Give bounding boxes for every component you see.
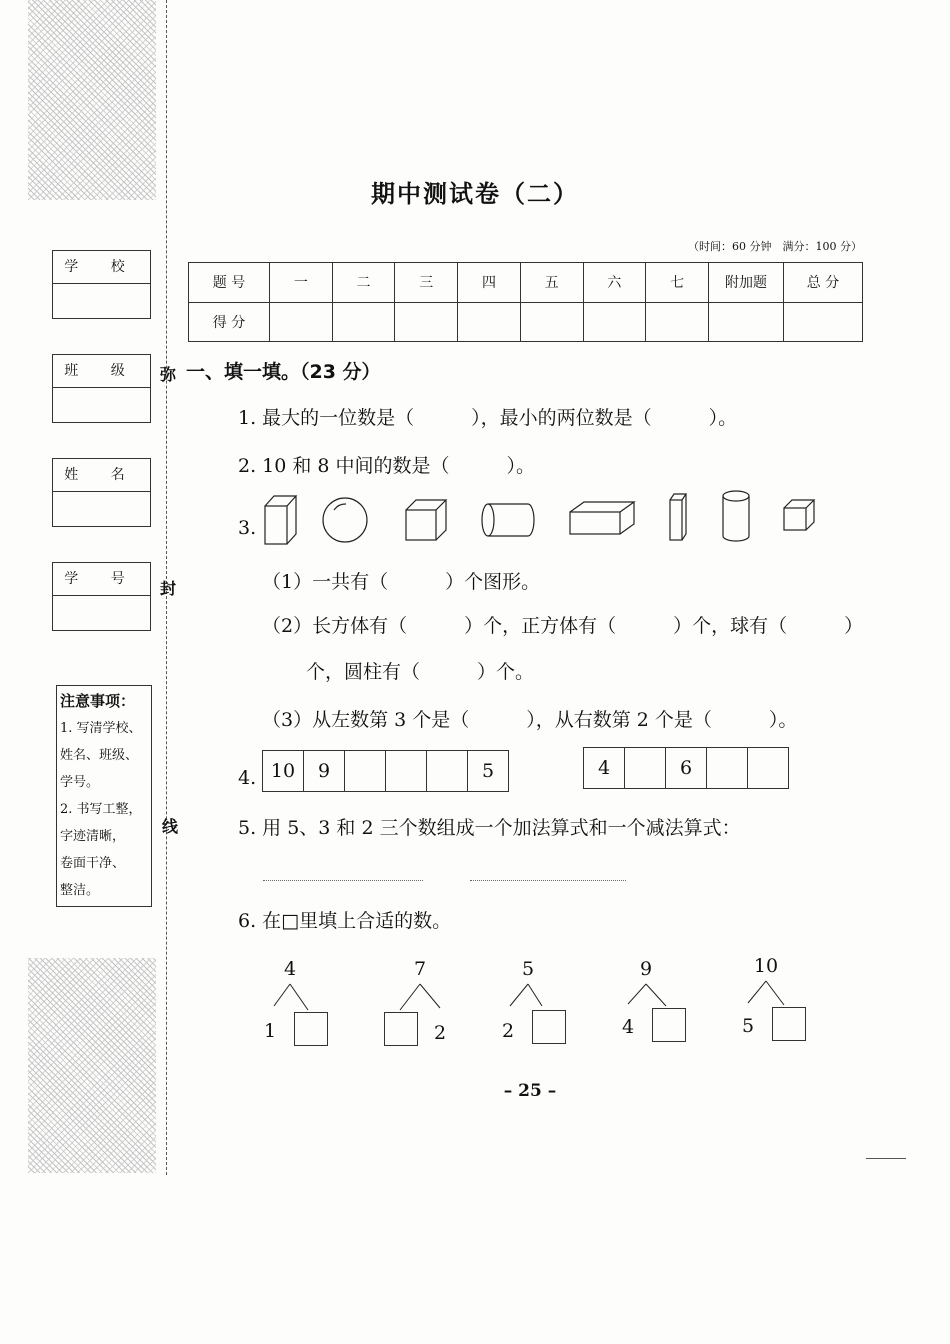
score-header-row — [189, 263, 863, 303]
bond-known: 1 — [264, 1020, 277, 1042]
score-col: 三 — [395, 263, 458, 303]
number-bond — [498, 958, 598, 1058]
question-5: 5. 用 5、3 和 2 三个数组成一个加法算式和一个减法算式： — [238, 817, 741, 839]
score-col: 一 — [270, 263, 333, 303]
answer-line-2[interactable] — [470, 880, 626, 881]
shapes-row — [260, 488, 830, 548]
section-1-heading: 一、填一填。（23 分） — [186, 361, 381, 383]
bond-total: 7 — [413, 958, 427, 980]
sequence-1 — [262, 750, 509, 792]
bond-answer-box[interactable] — [532, 1010, 566, 1044]
question-3-1: （1）一共有（ ）个图形。 — [262, 571, 541, 593]
score-cell[interactable] — [583, 302, 646, 342]
score-col: 二 — [332, 263, 395, 303]
question-2: 2. 10 和 8 中间的数是（ ）。 — [238, 455, 536, 477]
sequence-2 — [583, 747, 789, 789]
rect-prism-thin-icon — [670, 494, 686, 540]
score-col: 五 — [520, 263, 583, 303]
cube-icon — [406, 500, 446, 540]
class-field — [52, 354, 151, 423]
name-field — [52, 458, 151, 527]
score-table — [188, 262, 863, 342]
notes-line: 字迹清晰， — [60, 829, 126, 844]
page-title: 期中测试卷（二） — [371, 180, 579, 208]
notes-line: 卷面干净、 — [60, 856, 126, 871]
score-row-label: 得 分 — [189, 302, 270, 342]
rect-prism-tall-icon — [265, 496, 296, 544]
cube-small-icon — [784, 500, 814, 530]
exam-info: （时间：60 分钟 满分：100 分） — [688, 240, 862, 253]
score-cell[interactable] — [395, 302, 458, 342]
sequence-cell[interactable] — [707, 748, 748, 788]
notes-line: 学号。 — [60, 775, 100, 790]
name-label: 姓 名 — [53, 459, 150, 492]
number-bond — [260, 958, 360, 1058]
rect-prism-flat-icon — [570, 502, 634, 534]
bond-answer-box[interactable] — [294, 1012, 328, 1046]
notes-box — [56, 685, 152, 907]
student-id-field — [52, 562, 151, 631]
student-id-label: 学 号 — [53, 563, 150, 596]
score-header-label: 题 号 — [189, 263, 270, 303]
seal-char-mi: 弥 — [160, 365, 177, 384]
class-label: 班 级 — [53, 355, 150, 388]
bond-known: 2 — [502, 1020, 515, 1042]
bond-answer-box[interactable] — [384, 1012, 418, 1046]
notes-line: 2. 书写工整， — [60, 802, 142, 817]
score-cell[interactable] — [270, 302, 333, 342]
sequence-cell: 5 — [481, 760, 495, 782]
notes-line: 1. 写清学校、 — [60, 721, 142, 736]
sphere-icon — [323, 498, 367, 542]
cylinder-standing-icon — [723, 491, 749, 541]
score-cell[interactable] — [646, 302, 709, 342]
score-col: 总 分 — [784, 263, 863, 303]
bond-known: 2 — [434, 1022, 447, 1044]
sequence-cell: 9 — [304, 751, 345, 791]
question-3-3: （3）从左数第 3 个是（ ），从右数第 2 个是（ ）。 — [262, 709, 798, 731]
score-cell[interactable] — [332, 302, 395, 342]
question-4-label: 4. — [238, 767, 257, 789]
notes-heading: 注意事项： — [60, 692, 136, 710]
bond-total: 10 — [753, 955, 779, 977]
margin-pattern-top — [28, 0, 156, 200]
school-blank[interactable] — [53, 284, 150, 318]
bond-total: 4 — [283, 958, 297, 980]
score-cell[interactable] — [709, 302, 784, 342]
class-blank[interactable] — [53, 388, 150, 422]
bond-answer-box[interactable] — [772, 1007, 806, 1041]
answer-line-1[interactable] — [263, 880, 423, 881]
sequence-cell[interactable] — [427, 751, 468, 791]
bond-total: 9 — [639, 958, 653, 980]
margin-pattern-bottom — [28, 958, 156, 1173]
sequence-cell: 6 — [666, 748, 707, 788]
question-3-label: 3. — [238, 517, 257, 539]
page-number: – 25 – — [503, 1081, 557, 1101]
score-col: 七 — [646, 263, 709, 303]
score-col: 附加题 — [709, 263, 784, 303]
question-3-2a: （2）长方体有（ ）个，正方体有（ ）个，球有（ ） — [262, 615, 864, 637]
notes-line: 整洁。 — [60, 883, 100, 898]
bond-answer-box[interactable] — [652, 1008, 686, 1042]
sequence-cell[interactable] — [625, 748, 666, 788]
number-bond — [616, 958, 716, 1058]
question-1: 1. 最大的一位数是（ ），最小的两位数是（ ）。 — [238, 407, 738, 429]
notes-line: 姓名、班级、 — [60, 748, 139, 763]
sequence-cell: 10 — [263, 751, 304, 791]
margin-mark — [866, 1158, 906, 1159]
name-blank[interactable] — [53, 492, 150, 526]
score-cell[interactable] — [458, 302, 521, 342]
sequence-cell[interactable] — [345, 751, 386, 791]
sequence-cell[interactable] — [386, 751, 427, 791]
bond-known: 4 — [622, 1016, 635, 1038]
bond-known: 5 — [742, 1015, 755, 1037]
score-cell[interactable] — [520, 302, 583, 342]
number-bond — [390, 958, 490, 1058]
seal-char-feng: 封 — [160, 579, 177, 598]
number-bond — [736, 955, 836, 1055]
question-3-2b: 个，圆柱有（ ）个。 — [306, 661, 535, 683]
bond-total: 5 — [521, 958, 535, 980]
score-cell[interactable] — [784, 302, 863, 342]
seal-char-xian: 线 — [162, 817, 179, 836]
score-col: 六 — [583, 263, 646, 303]
student-id-blank[interactable] — [53, 596, 150, 630]
question-6: 6. 在□里填上合适的数。 — [238, 910, 452, 932]
school-field — [52, 250, 151, 319]
sequence-cell[interactable] — [748, 748, 788, 788]
sequence-cell: 4 — [584, 748, 625, 788]
school-label: 学 校 — [53, 251, 150, 284]
score-value-row — [189, 302, 863, 342]
cylinder-lying-icon — [482, 504, 534, 536]
score-col: 四 — [458, 263, 521, 303]
